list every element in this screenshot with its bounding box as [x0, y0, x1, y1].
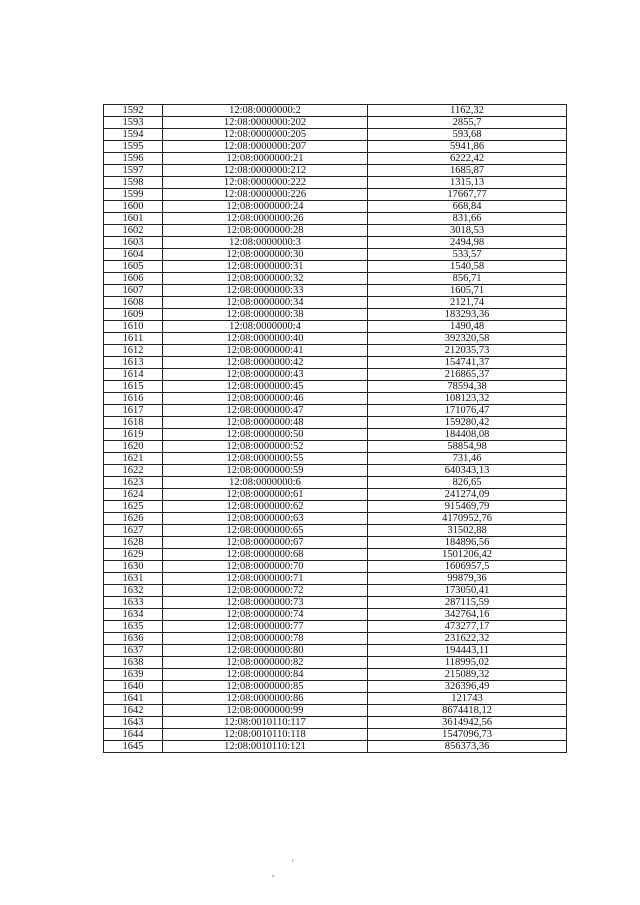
row-value: 915469,79 [368, 501, 567, 513]
cadastral-number: 12:08:0000000:26 [163, 213, 368, 225]
cadastral-number: 12:08:0000000:226 [163, 189, 368, 201]
cadastral-number: 12:08:0000000:2 [163, 105, 368, 117]
row-value: 593,68 [368, 129, 567, 141]
row-number: 1630 [104, 561, 163, 573]
row-number: 1593 [104, 117, 163, 129]
cadastral-number: 12:08:0000000:205 [163, 129, 368, 141]
cadastral-number: 12:08:0000000:47 [163, 405, 368, 417]
table-row [104, 573, 567, 585]
table-row [104, 321, 567, 333]
row-value: 31502,88 [368, 525, 567, 537]
table-row [104, 729, 567, 741]
row-value: 3614942,56 [368, 717, 567, 729]
row-value: 1547096,73 [368, 729, 567, 741]
row-number: 1622 [104, 465, 163, 477]
cadastral-number: 12:08:0000000:38 [163, 309, 368, 321]
table-row [104, 357, 567, 369]
cadastral-number: 12:08:0000000:70 [163, 561, 368, 573]
row-number: 1628 [104, 537, 163, 549]
row-number: 1643 [104, 717, 163, 729]
cadastral-number: 12:08:0000000:32 [163, 273, 368, 285]
row-value: 856,71 [368, 273, 567, 285]
cadastral-number: 12:08:0000000:71 [163, 573, 368, 585]
row-number: 1642 [104, 705, 163, 717]
table-row [104, 177, 567, 189]
cadastral-number: 12:08:0000000:74 [163, 609, 368, 621]
row-number: 1595 [104, 141, 163, 153]
cadastral-number: 12:08:0000000:41 [163, 345, 368, 357]
row-value: 184896,56 [368, 537, 567, 549]
row-value: 533,57 [368, 249, 567, 261]
table-row [104, 705, 567, 717]
row-number: 1633 [104, 597, 163, 609]
table-row [104, 129, 567, 141]
table-row [104, 645, 567, 657]
row-value: 1685,87 [368, 165, 567, 177]
cadastral-number: 12:08:0000000:34 [163, 297, 368, 309]
table-row [104, 513, 567, 525]
row-number: 1608 [104, 297, 163, 309]
row-number: 1594 [104, 129, 163, 141]
row-number: 1613 [104, 357, 163, 369]
cadastral-number: 12:08:0000000:77 [163, 621, 368, 633]
table-row [104, 297, 567, 309]
cadastral-number: 12:08:0000000:84 [163, 669, 368, 681]
cadastral-number: 12:08:0000000:82 [163, 657, 368, 669]
cadastral-number: 12:08:0000000:207 [163, 141, 368, 153]
row-number: 1636 [104, 633, 163, 645]
cadastral-number: 12:08:0000000:62 [163, 501, 368, 513]
table-body [104, 105, 567, 753]
table-row [104, 561, 567, 573]
row-value: 1606957,5 [368, 561, 567, 573]
row-number: 1629 [104, 549, 163, 561]
row-value: 640343,13 [368, 465, 567, 477]
row-value: 241274,09 [368, 489, 567, 501]
table-row [104, 309, 567, 321]
table-row [104, 213, 567, 225]
row-value: 173050,41 [368, 585, 567, 597]
cadastral-number: 12:08:0000000:59 [163, 465, 368, 477]
row-number: 1623 [104, 477, 163, 489]
row-value: 1490,48 [368, 321, 567, 333]
cadastral-table [103, 104, 567, 753]
row-value: 2855,7 [368, 117, 567, 129]
cadastral-number: 12:08:0000000:78 [163, 633, 368, 645]
row-value: 473277,17 [368, 621, 567, 633]
row-value: 183293,36 [368, 309, 567, 321]
row-value: 1501206,42 [368, 549, 567, 561]
row-value: 1540,58 [368, 261, 567, 273]
row-value: 392320,58 [368, 333, 567, 345]
row-number: 1644 [104, 729, 163, 741]
cadastral-number: 12:08:0000000:48 [163, 417, 368, 429]
row-number: 1597 [104, 165, 163, 177]
table-row [104, 537, 567, 549]
row-number: 1617 [104, 405, 163, 417]
table-row [104, 453, 567, 465]
row-value: 8674418,12 [368, 705, 567, 717]
row-number: 1603 [104, 237, 163, 249]
row-number: 1614 [104, 369, 163, 381]
table-row [104, 105, 567, 117]
row-value: 668,84 [368, 201, 567, 213]
cadastral-number: 12:08:0000000:40 [163, 333, 368, 345]
cadastral-number: 12:08:0000000:63 [163, 513, 368, 525]
row-number: 1605 [104, 261, 163, 273]
row-value: 58854,98 [368, 441, 567, 453]
cadastral-number: 12:08:0000000:85 [163, 681, 368, 693]
row-value: 171076,47 [368, 405, 567, 417]
row-value: 216865,37 [368, 369, 567, 381]
table-row [104, 417, 567, 429]
table-row [104, 201, 567, 213]
row-value: 212035,73 [368, 345, 567, 357]
row-value: 4170952,76 [368, 513, 567, 525]
cadastral-number: 12:08:0000000:61 [163, 489, 368, 501]
row-number: 1639 [104, 669, 163, 681]
row-number: 1596 [104, 153, 163, 165]
row-number: 1600 [104, 201, 163, 213]
table-row [104, 153, 567, 165]
cadastral-number: 12:08:0000000:86 [163, 693, 368, 705]
table-row [104, 585, 567, 597]
row-number: 1610 [104, 321, 163, 333]
row-number: 1592 [104, 105, 163, 117]
row-value: 194443,11 [368, 645, 567, 657]
cadastral-number: 12:08:0000000:80 [163, 645, 368, 657]
cadastral-number: 12:08:0000000:52 [163, 441, 368, 453]
cadastral-number: 12:08:0000000:65 [163, 525, 368, 537]
row-number: 1632 [104, 585, 163, 597]
table-row [104, 117, 567, 129]
cadastral-number: 12:08:0000000:31 [163, 261, 368, 273]
cadastral-number: 12:08:0000000:67 [163, 537, 368, 549]
table-row [104, 273, 567, 285]
table-row [104, 261, 567, 273]
table-row [104, 501, 567, 513]
cadastral-number: 12:08:0000000:45 [163, 381, 368, 393]
table-row [104, 405, 567, 417]
row-number: 1626 [104, 513, 163, 525]
cadastral-number: 12:08:0000000:50 [163, 429, 368, 441]
table-row [104, 393, 567, 405]
table-row [104, 189, 567, 201]
row-number: 1627 [104, 525, 163, 537]
row-value: 856373,36 [368, 741, 567, 753]
row-number: 1634 [104, 609, 163, 621]
row-value: 121743 [368, 693, 567, 705]
row-number: 1620 [104, 441, 163, 453]
cadastral-number: 12:08:0000000:99 [163, 705, 368, 717]
table-row [104, 429, 567, 441]
row-value: 326396,49 [368, 681, 567, 693]
cadastral-number: 12:08:0000000:24 [163, 201, 368, 213]
row-number: 1619 [104, 429, 163, 441]
row-value: 78594,38 [368, 381, 567, 393]
row-number: 1621 [104, 453, 163, 465]
row-value: 231622,32 [368, 633, 567, 645]
table-row [104, 381, 567, 393]
row-number: 1602 [104, 225, 163, 237]
cadastral-number: 12:08:0000000:6 [163, 477, 368, 489]
row-number: 1611 [104, 333, 163, 345]
row-number: 1624 [104, 489, 163, 501]
table-row [104, 669, 567, 681]
row-number: 1640 [104, 681, 163, 693]
table-row [104, 285, 567, 297]
row-number: 1615 [104, 381, 163, 393]
table-row [104, 333, 567, 345]
row-value: 1315,13 [368, 177, 567, 189]
row-value: 108123,32 [368, 393, 567, 405]
table-row [104, 141, 567, 153]
table-row [104, 717, 567, 729]
table-row [104, 345, 567, 357]
row-value: 1162,32 [368, 105, 567, 117]
cadastral-number: 12:08:0000000:33 [163, 285, 368, 297]
row-number: 1638 [104, 657, 163, 669]
table-row [104, 549, 567, 561]
table-row [104, 465, 567, 477]
row-number: 1612 [104, 345, 163, 357]
row-value: 831,66 [368, 213, 567, 225]
table-row [104, 237, 567, 249]
mark-left: , [272, 868, 275, 878]
table-row [104, 489, 567, 501]
cadastral-number: 12:08:0000000:202 [163, 117, 368, 129]
table-row [104, 621, 567, 633]
row-number: 1625 [104, 501, 163, 513]
cadastral-number: 12:08:0000000:21 [163, 153, 368, 165]
mark-right: ' [292, 858, 294, 868]
cadastral-number: 12:08:0000000:68 [163, 549, 368, 561]
cadastral-number: 12:08:0000000:43 [163, 369, 368, 381]
row-value: 826,65 [368, 477, 567, 489]
table-row [104, 633, 567, 645]
row-number: 1618 [104, 417, 163, 429]
cadastral-number: 12:08:0000000:30 [163, 249, 368, 261]
row-number: 1609 [104, 309, 163, 321]
row-number: 1641 [104, 693, 163, 705]
cadastral-number: 12:08:0000000:3 [163, 237, 368, 249]
row-number: 1607 [104, 285, 163, 297]
row-value: 215089,32 [368, 669, 567, 681]
row-number: 1631 [104, 573, 163, 585]
row-number: 1599 [104, 189, 163, 201]
row-number: 1606 [104, 273, 163, 285]
row-value: 184408,08 [368, 429, 567, 441]
row-value: 118995,02 [368, 657, 567, 669]
cadastral-number: 12:08:0010110:118 [163, 729, 368, 741]
row-number: 1604 [104, 249, 163, 261]
table-row [104, 693, 567, 705]
row-value: 1605,71 [368, 285, 567, 297]
row-number: 1598 [104, 177, 163, 189]
table-row [104, 657, 567, 669]
row-value: 3018,53 [368, 225, 567, 237]
table-row [104, 441, 567, 453]
table-row [104, 609, 567, 621]
row-value: 154741,37 [368, 357, 567, 369]
row-number: 1637 [104, 645, 163, 657]
cadastral-number: 12:08:0010110:117 [163, 717, 368, 729]
table-row [104, 681, 567, 693]
cadastral-number: 12:08:0010110:121 [163, 741, 368, 753]
row-value: 17667,77 [368, 189, 567, 201]
cadastral-number: 12:08:0000000:222 [163, 177, 368, 189]
table-row [104, 225, 567, 237]
table-row [104, 369, 567, 381]
cadastral-number: 12:08:0000000:212 [163, 165, 368, 177]
cadastral-number: 12:08:0000000:72 [163, 585, 368, 597]
cadastral-number: 12:08:0000000:55 [163, 453, 368, 465]
row-value: 99879,36 [368, 573, 567, 585]
table-row [104, 249, 567, 261]
cadastral-number: 12:08:0000000:4 [163, 321, 368, 333]
table-row [104, 597, 567, 609]
row-value: 342764,16 [368, 609, 567, 621]
row-number: 1635 [104, 621, 163, 633]
cadastral-number: 12:08:0000000:42 [163, 357, 368, 369]
table-row [104, 741, 567, 753]
cadastral-number: 12:08:0000000:46 [163, 393, 368, 405]
cadastral-number: 12:08:0000000:73 [163, 597, 368, 609]
row-value: 287115,59 [368, 597, 567, 609]
row-value: 5941,86 [368, 141, 567, 153]
table-row [104, 477, 567, 489]
row-number: 1645 [104, 741, 163, 753]
table-row [104, 525, 567, 537]
row-value: 2121,74 [368, 297, 567, 309]
row-value: 6222,42 [368, 153, 567, 165]
row-number: 1601 [104, 213, 163, 225]
row-value: 2494,98 [368, 237, 567, 249]
row-number: 1616 [104, 393, 163, 405]
row-value: 731,46 [368, 453, 567, 465]
cadastral-number: 12:08:0000000:28 [163, 225, 368, 237]
row-value: 159280,42 [368, 417, 567, 429]
table-row [104, 165, 567, 177]
